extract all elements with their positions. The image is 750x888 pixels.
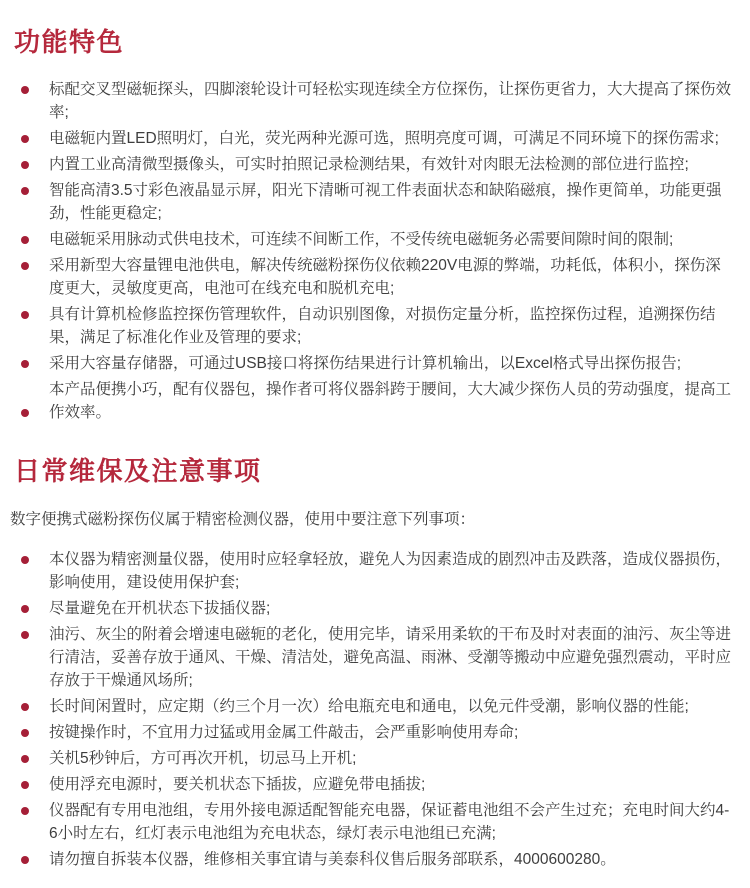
list-item-text: 按键操作时，不宜用力过猛或用金属工件敲击，会严重影响使用寿命; (49, 724, 519, 741)
features-section-title: 功能特色 (14, 27, 125, 57)
list-item (13, 352, 735, 375)
list-item (13, 78, 735, 124)
list-item (13, 695, 735, 718)
list-item-text: 智能高清3.5寸彩色液晶显示屏，阳光下清晰可视工件表面状态和缺陷磁痕，操作更简单，功能更强劲，性能更稳定; (49, 182, 722, 222)
list-item-text: 仪器配有专用电池组，专用外接电源适配智能充电器，保证蓄电池组不会产生过充；充电时间大约4-6小时左右，红灯表示电池组为充电状态，绿灯表示电池组已充满; (49, 802, 730, 842)
list-item-text: 尽量避免在开机状态下拔插仪器; (49, 600, 271, 617)
bullet-icon (21, 311, 29, 319)
list-item (13, 799, 735, 845)
list-item-text: 本仪器为精密测量仪器，使用时应轻拿轻放，避免人为因素造成的剧烈冲击及跌落，造成仪器损伤，影响使用，建设使用保护套; (49, 551, 732, 591)
list-item (13, 721, 735, 744)
list-item (13, 228, 735, 251)
list-item-text: 长时间闲置时，应定期（约三个月一次）给电瓶充电和通电，以免元件受潮，影响仪器的性能; (49, 698, 689, 715)
bullet-icon (21, 631, 29, 639)
bullet-icon (21, 360, 29, 368)
list-item (13, 179, 735, 225)
list-item (13, 153, 735, 176)
list-item (13, 548, 735, 594)
bullet-icon (21, 236, 29, 244)
list-item-text: 请勿擅自拆装本仪器，维修相关事宜请与美泰科仪售后服务部联系，4000600280。 (49, 851, 616, 868)
bullet-icon (21, 409, 29, 417)
bullet-icon (21, 605, 29, 613)
list-item (13, 254, 735, 300)
bullet-icon (21, 161, 29, 169)
list-item-text: 油污、灰尘的附着会增速电磁轭的老化，使用完毕，请采用柔软的干布及时对表面的油污、灰尘等进行清洁，妥善存放于通风、干燥、清洁处，避免高温、雨淋、受潮等搬动中应避免强烈震动，平时应存放于干燥通风场所; (49, 626, 732, 689)
bullet-icon (21, 262, 29, 270)
features-section (13, 26, 735, 424)
features-list (13, 78, 735, 424)
list-item-text: 具有计算机检修监控探伤管理软件，自动识别图像，对损伤定量分析，监控探伤过程，追溯探伤结果，满足了标准化作业及管理的要求; (49, 306, 716, 346)
bullet-icon (21, 755, 29, 763)
list-item-text: 采用大容量存储器，可通过USB接口将探伤结果进行计算机输出，以Excel格式导出探伤报告; (49, 355, 682, 372)
bullet-icon (21, 807, 29, 815)
list-item-text: 内置工业高清微型摄像头，可实时拍照记录检测结果，有效针对肉眼无法检测的部位进行监控; (49, 156, 689, 173)
maintenance-intro-text: 数字便携式磁粉探伤仪属于精密检测仪器，使用中要注意下列事项： (10, 511, 476, 528)
bullet-icon (21, 86, 29, 94)
maintenance-section-title: 日常维保及注意事项 (14, 456, 262, 486)
list-item-text: 本产品便携小巧，配有仪器包，操作者可将仪器斜跨于腰间，大大减少探伤人员的劳动强度，提高工作效率。 (49, 381, 732, 421)
list-item-text: 使用浮充电源时，要关机状态下插拔，应避免带电插拔; (49, 776, 426, 793)
list-item-text: 电磁轭采用脉动式供电技术，可连续不间断工作，不受传统电磁轭务必需要间隙时间的限制; (49, 231, 674, 248)
list-item-text: 关机5秒钟后，方可再次开机，切忌马上开机; (49, 750, 357, 767)
list-item (13, 303, 735, 349)
bullet-icon (21, 729, 29, 737)
list-item (13, 747, 735, 770)
maintenance-list (13, 548, 735, 871)
bullet-icon (21, 187, 29, 195)
list-item (13, 378, 735, 424)
bullet-icon (21, 703, 29, 711)
maintenance-section (10, 455, 735, 871)
list-item-text: 电磁轭内置LED照明灯，白光，荧光两种光源可选，照明亮度可调，可满足不同环境下的探伤需求; (49, 130, 719, 147)
list-item-text: 采用新型大容量锂电池供电，解决传统磁粉探伤仪依赖220V电源的弊端，功耗低，体积小，探伤深度更大，灵敏度更高，电池可在线充电和脱机充电; (49, 257, 721, 297)
bullet-icon (21, 856, 29, 864)
bullet-icon (21, 781, 29, 789)
list-item-text: 标配交叉型磁轭探头，四脚滚轮设计可轻松实现连续全方位探伤，让探伤更省力，大大提高了探伤效率; (49, 81, 732, 121)
list-item (13, 127, 735, 150)
bullet-icon (21, 556, 29, 564)
bullet-icon (21, 135, 29, 143)
list-item (13, 597, 735, 620)
list-item (13, 773, 735, 796)
list-item (13, 848, 735, 871)
list-item (13, 623, 735, 692)
